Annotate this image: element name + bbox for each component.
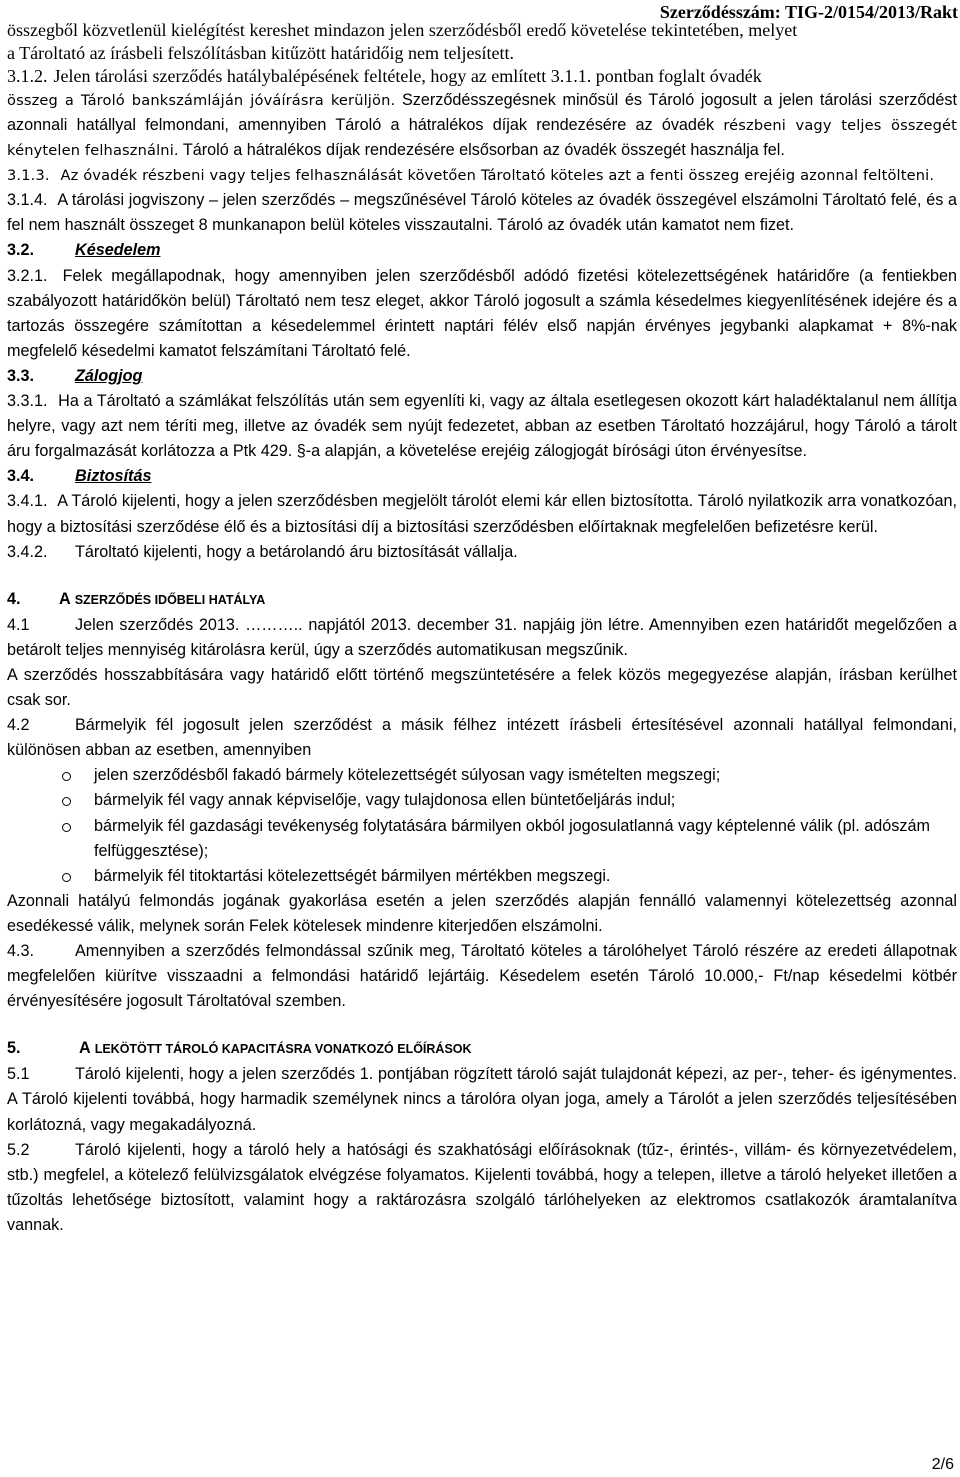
paragraph-3-4-2 bbox=[7, 540, 957, 565]
paragraph-text: Tároló kijelenti, hogy a jelen szerződés 1. pontjában rögzített tároló saját tulajdonát képezi, az per-, teher- és igénymentes. A Tároló kijelenti továbbá, hogy harmadik személynek nincs a tárolóra olyan joga, amely a Tárolót a jelen szerződés teljesítésében korlátozná, vagy megakadályozná. bbox=[7, 1065, 957, 1134]
paragraph-text: A tárolási jogviszony – jelen szerződés – megszűnésével Tároló köteles az óvadék összegével elszámolni Tároltató felé, és a fel nem használt összeget 8 munkanapon belül köteles visszautalni. Tároló az óvadék után kamatot nem fizet. bbox=[7, 191, 957, 235]
list-item bbox=[62, 864, 957, 889]
document-page bbox=[7, 0, 957, 1238]
section-heading-4 bbox=[7, 587, 957, 613]
paragraph-number: 4.2 bbox=[7, 716, 30, 735]
document-reference-number: Szerződésszám: TIG-2/0154/2013/Rakt bbox=[659, 2, 958, 22]
paragraph-3-3-1 bbox=[7, 389, 957, 464]
circle-bullet-icon bbox=[62, 873, 71, 882]
paragraph-4-2 bbox=[7, 713, 957, 763]
paragraph-number: 3.1.2. bbox=[7, 66, 48, 86]
continuation-line-2: a Tároltató az írásbeli felszólításban kitűzött határidőig nem teljesített. bbox=[7, 43, 514, 63]
paragraph-text: Az óvadék részbeni vagy teljes felhasználását követően Tároltató köteles azt a fenti összeg erejéig azonnal feltölteni. bbox=[60, 167, 935, 185]
list-item bbox=[62, 814, 957, 864]
heading-number: 3.2. bbox=[7, 241, 35, 260]
paragraph-text: Tároló a hátralékos díjak rendezésére elsősorban az óvadék összegét használja fel. bbox=[178, 141, 785, 160]
paragraph-4-3 bbox=[7, 939, 957, 1014]
section-number: 5. bbox=[7, 1039, 21, 1058]
section-heading-3-4 bbox=[7, 464, 957, 489]
heading-title: Biztosítás bbox=[75, 467, 152, 486]
paragraph-text: Szerződésszegésnek minősül és Tároló jogosult a jelen tárolási szerződést azonnali hatállyal felmondani, amennyiben Tároló a hátralékos díjak rendezésére az óvadék bbox=[7, 91, 957, 135]
section-heading-3-3 bbox=[7, 364, 957, 389]
list-item-text: bármelyik fél vagy annak képviselője, vagy tulajdonosa ellen büntetőeljárás indul; bbox=[94, 791, 676, 810]
section-heading-3-2 bbox=[7, 238, 957, 263]
section-number: 4. bbox=[7, 589, 21, 608]
list-item bbox=[62, 763, 957, 788]
paragraph-text-sans: részbeni vagy teljes összegét kénytelen felhasználni. bbox=[7, 117, 957, 160]
list-item-text: jelen szerződésből fakadó bármely kötelezettségét súlyosan vagy ismételten megszegi; bbox=[94, 766, 721, 785]
section-heading-5 bbox=[7, 1036, 957, 1062]
circle-bullet-icon bbox=[62, 772, 71, 781]
circle-bullet-icon bbox=[62, 823, 71, 832]
heading-number: 3.4. bbox=[7, 467, 35, 486]
paragraph-4-1 bbox=[7, 613, 957, 663]
paragraph-text: A Tároló kijelenti, hogy a jelen szerződésben megjelölt tárolót elemi kár ellen biztosította. Tároló nyilatkozik arra vonatkozóan, hogy a biztosítási szerződése élő és a biztosítási díj a biztosítási szerződésben előírtaknak megfelelően befizetésre kerül. bbox=[7, 492, 957, 536]
circle-bullet-icon bbox=[62, 797, 71, 806]
section-title-initial: A bbox=[59, 589, 71, 608]
termination-conditions-list bbox=[7, 763, 957, 888]
paragraph-text: Tároltató kijelenti, hogy a betárolandó áru biztosítását vállalja. bbox=[75, 542, 518, 561]
paragraph-3-1-3 bbox=[7, 163, 957, 188]
paragraph-3-4-1 bbox=[7, 489, 957, 539]
paragraph-number: 5.2 bbox=[7, 1140, 30, 1159]
paragraph-number: 3.2.1. bbox=[7, 266, 48, 285]
paragraph-number: 3.4.2. bbox=[7, 542, 48, 561]
paragraph-3-2-1 bbox=[7, 264, 957, 364]
paragraph-text-sans: összeg a Tároló bankszámláján jóváírásra kerüljön. bbox=[7, 92, 396, 109]
paragraph-number: 4.3. bbox=[7, 942, 35, 960]
paragraph-after-list: Azonnali hatályú felmondás jogának gyakorlása esetén a jelen szerződés alapján fennálló valamennyi kötelezettség azonnal esedékessé válik, melynek során Felek kötelesek mindenre kiterjedően elszámolni. bbox=[7, 891, 957, 935]
paragraph-text: Felek megállapodnak, hogy amennyiben jelen szerződésből adódó fizetési kötelezettségének határidőre (a fentiekben szabályozott határidőkön belül) Tároltató nem tesz eleget, akkor Tároló jogosult a számla késedelmes kiegyenlítésének idejére és a tartozás összegére számítottan a késedelemmel érintett naptári félév első napján érvényes jegybanki alapkamat + 8%-nak megfelelő késedelmi kamatot felszámítani Tároltató felé. bbox=[7, 266, 957, 360]
paragraph-text: Ha a Tároltató a számlákat felszólítás után sem egyenlíti ki, vagy az általa esetlegesen okozott kárt haladéktalanul nem állítja helyre, vagy azt nem téríti meg, illetve az óvadék sem nyújt fedezetet, abban az esetben Tároltató hozzájárul, hogy Tároló a tárolt áru forgalmazását korlátozza a Ptk 429. §-a alapján, a követelése erejéig zálogjogát bírósági úton érvényesítse. bbox=[7, 392, 958, 461]
paragraph-number: 3.3.1. bbox=[7, 392, 48, 411]
paragraph-3-1-4 bbox=[7, 188, 957, 238]
paragraph-text: Amennyiben a szerződés felmondással szűnik meg, Tároltató köteles a tárolóhelyet Tároló részére az eredeti állapotnak megfelelően kiürítve visszaadni a felmondási határidő lejártáig. Késedelem esetén Tároló 10.000,- Ft/nap késedelmi kötbér érvényesítésére jogosult Tároltatóval szemben. bbox=[7, 942, 957, 1011]
page-number: 2/6 bbox=[931, 1456, 954, 1473]
heading-title: Késedelem bbox=[75, 241, 161, 260]
paragraph-text: Jelen szerződés 2013. ……….. napjától 2013. december 31. napjáig jön létre. Amennyiben ezen határidőt megelőzően a betárolt teljes mennyiség kitárolásra kerül, úgy a szerződés automatikusan megszűnik. bbox=[7, 615, 957, 659]
paragraph-5-2 bbox=[7, 1138, 957, 1238]
section-title: LEKÖTÖTT TÁROLÓ KAPACITÁSRA VONATKOZÓ ELŐÍRÁSOK bbox=[94, 1042, 472, 1057]
list-item-text: bármelyik fél titoktartási kötelezettségét bármilyen mértékben megszegi. bbox=[94, 866, 611, 885]
paragraph-text: Tároló kijelenti, hogy a tároló hely a hatósági és szakhatósági előírásoknak (tűz-, érintés-, villám- és környezetvédelem, stb.) megfelel, a kötelező felülvizsgálatok elvégzése folyamatos. Kijelenti továbbá, hogy a telepen, illetve a tároló helyeket illetően a tűzoltás lehetősége biztosított, valamint hogy a raktározásra szolgáló tárlóhelyeken az elektromos csatlakozók áramtalanítva vannak. bbox=[7, 1140, 957, 1234]
paragraph-number: 3.4.1. bbox=[7, 492, 48, 511]
paragraph-3-1-2-body bbox=[7, 88, 957, 163]
paragraph-3-1-2-line-1 bbox=[7, 65, 957, 88]
list-item bbox=[62, 788, 957, 813]
paragraph-number: 3.1.3. bbox=[7, 167, 50, 185]
paragraph-text: Bármelyik fél jogosult jelen szerződést a másik félhez intézett írásbeli értesítésével azonnali hatállyal felmondani, különösen abban az esetben, amennyiben bbox=[7, 716, 957, 760]
section-title-initial: A bbox=[79, 1039, 91, 1058]
paragraph-number: 4.1 bbox=[7, 615, 30, 634]
paragraph-text: Jelen tárolási szerződés hatálybalépésének feltétele, hogy az említett 3.1.1. pontban foglalt óvadék bbox=[53, 66, 762, 86]
paragraph-number: 3.1.4. bbox=[7, 191, 48, 210]
paragraph-4-1-continued: A szerződés hosszabbítására vagy határidő előtt történő megszüntetésére a felek közös megegyezése alapján, írásban kerülhet csak sor. bbox=[7, 665, 957, 710]
paragraph-number: 5.1 bbox=[7, 1065, 30, 1084]
paragraph-5-1 bbox=[7, 1062, 957, 1137]
list-item-text: bármelyik fél gazdasági tevékenység folytatására bármilyen okból jogosulatlanná vagy képtelenné válik (pl. adószám felfüggesztése); bbox=[94, 816, 930, 860]
heading-title: Zálogjog bbox=[75, 366, 143, 385]
heading-number: 3.3. bbox=[7, 366, 35, 385]
continuation-line-1: összegből közvetlenül kielégítést kereshet mindazon jelen szerződésből eredő követelése tekintetében, melyet bbox=[7, 20, 798, 40]
section-title: SZERZŐDÉS IDŐBELI HATÁLYA bbox=[74, 592, 266, 607]
